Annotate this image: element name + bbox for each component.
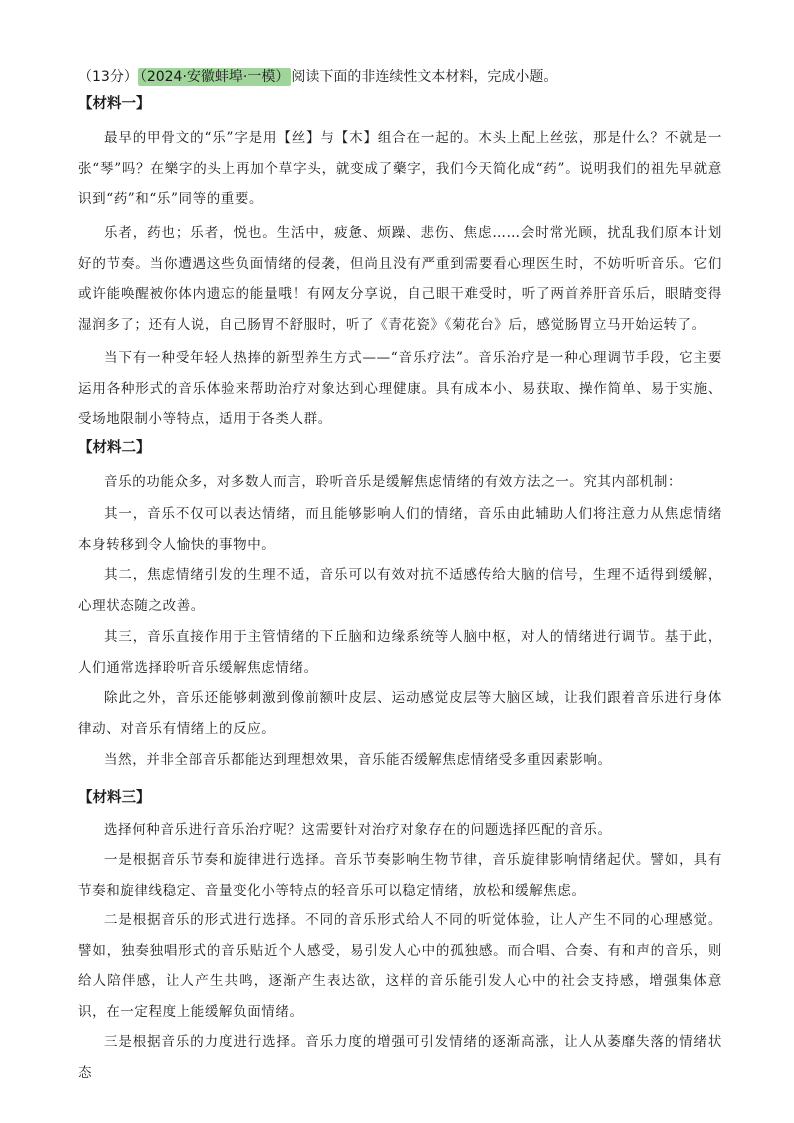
material2-paragraph: 音乐的功能众多，对多数人而言，聆听音乐是缓解焦虑情绪的有效方法之一。究其内部机制： [104, 474, 683, 490]
material1-paragraph: 乐者，药也；乐者，悦也。生活中，疲惫、烦躁、悲伤、焦虑……会时常光顾，扰乱我们原本计划好的节奏。当你遭遇这些负面情绪的侵袭，但尚且没有严重到需要看心理医生时，不妨听听音乐。它们或许能唤醒被你体内遗忘的能量哦！有网友分享说，自己眼干难受时，听了两首养肝音乐后，眼睛变得湿润多了；还有人说，自己肠胃不舒服时，听了《青花瓷》《菊花台》后，感觉肠胃立马开始运转了。 [78, 225, 722, 333]
material2-paragraph: 除此之外，音乐还能够刺激到像前额叶皮层、运动感觉皮层等大脑区域，让我们跟着音乐进行身体律动、对音乐有情绪上的反应。 [78, 690, 722, 737]
question-header [78, 66, 758, 88]
material2-heading: 【材料二】 [78, 440, 151, 456]
material1-paragraph: 当下有一种受年轻人热捧的新型养生方式——“音乐疗法”。音乐治疗是一种心理调节手段，它主要运用各种形式的音乐体验来帮助治疗对象达到心理健康。具有成本小、易获取、操作简单、易于实施、受场地限制小等特点，适用于各类人群。 [78, 350, 722, 427]
instruction-text: 阅读下面的非连续性文本材料，完成小题。 [291, 69, 558, 85]
material3-paragraph: 二是根据音乐的形式进行选择。不同的音乐形式给人不同的听觉体验，让人产生不同的心理感觉。譬如，独奏独唱形式的音乐贴近个人感受，易引发人心中的孤独感。而合唱、合奏、有和声的音乐，则给人陪伴感，让人产生共鸣，逐渐产生表达欲，这样的音乐能引发人心中的社会支持感，增强集体意识，在一定程度上能缓解负面情绪。 [78, 912, 722, 1020]
material1-paragraph: 最早的甲骨文的“乐”字是用【丝】与【木】组合在一起的。木头上配上丝弦，那是什么？不就是一张“琴”吗？在樂字的头上再加个草字头，就变成了藥字，我们今天简化成“药”。说明我们的祖先早就意识到“药”和“乐”同等的重要。 [78, 130, 722, 207]
material3-heading: 【材料三】 [78, 790, 151, 806]
material2-paragraph: 当然，并非全部音乐都能达到理想效果，音乐能否缓解焦虑情绪受多重因素影响。 [104, 752, 612, 768]
material3-paragraph: 一是根据音乐节奏和旋律进行选择。音乐节奏影响生物节律，音乐旋律影响情绪起伏。譬如，具有节奏和旋律线稳定、音量变化小等特点的轻音乐可以稳定情绪，放松和缓解焦虑。 [78, 852, 722, 899]
material1-heading: 【材料一】 [78, 96, 151, 112]
material3-paragraph: 三是根据音乐的力度进行选择。音乐力度的增强可引发情绪的逐渐高涨，让人从萎靡失落的情绪状态 [78, 1034, 722, 1081]
material3-paragraph: 选择何种音乐进行音乐治疗呢？这需要针对治疗对象存在的问题选择匹配的音乐。 [104, 822, 612, 838]
material2-paragraph: 其三，音乐直接作用于主管情绪的下丘脑和边缘系统等人脑中枢，对人的情绪进行调节。基于此，人们通常选择聆听音乐缓解焦虑情绪。 [78, 629, 722, 676]
material2-paragraph: 其二，焦虑情绪引发的生理不适，音乐可以有效对抗不适感传给大脑的信号，生理不适得到缓解，心理状态随之改善。 [78, 567, 722, 614]
source-tag: （2024·安徽蚌埠·一模） [139, 69, 290, 85]
material2-paragraph: 其一，音乐不仅可以表达情绪，而且能够影响人们的情绪，音乐由此辅助人们将注意力从焦虑情绪本身转移到令人愉快的事物中。 [78, 506, 722, 553]
score-label: （13分） [78, 69, 138, 85]
